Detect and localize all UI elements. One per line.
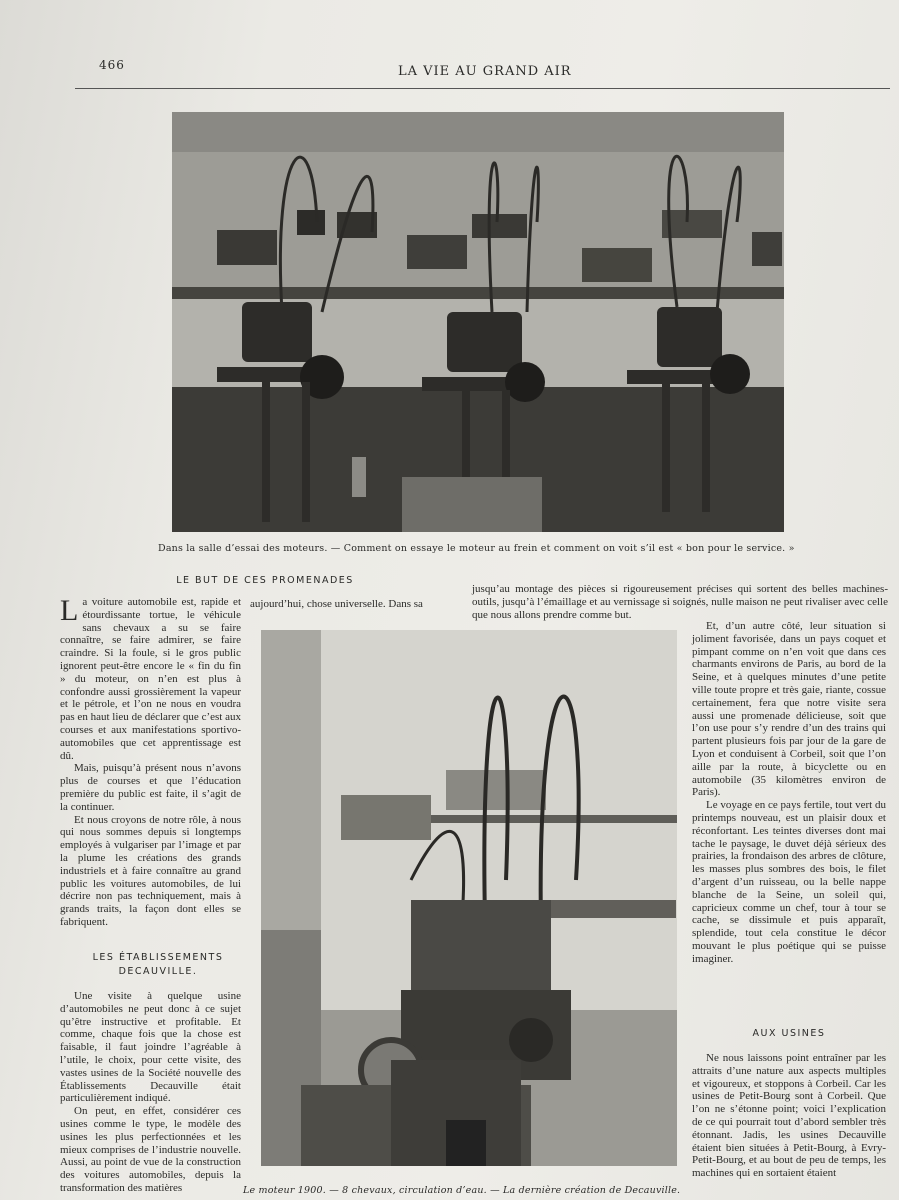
section-heading: LES ÉTABLISSEMENTS DECAUVILLE. <box>92 952 224 977</box>
paragraph: Ne nous laissons point entraîner par les attraits d’une nature aux aspects multiples et vigoureux, et stoppons à Corbeil. Car les usines de Petit-Bourg sont à Corbeil. Que l’on ne s’étonne point; voici l’explication de ce qui pourrait tout d’abord sembler très étonnant. Jadis, les usines Decauville étaient bien situées à Petit-Bourg, à Evry-Petit-Bourg, et au bout de peu de temps, les machines qui en sortaient étaient <box>692 1052 886 1180</box>
section-heading: LE BUT DE CES PROMENADES <box>176 575 354 586</box>
paragraph: a voiture automobile est, rapide et étourdissante tortue, le véhicule sans chevaux a su se faire connaître, se faire admirer, se faire craindre. Si la foule, si le gros public ignorent peut-être encore le « fin du fin » du moteur, on n’en est plus à confondre aussi grossièrement la vapeur et le pétrole, et l’on ne nous en voudra pas en haut lieu de déclarer que c’est aux courses et aux manifestations sportivo-automobiles que cet apprentissage est dû. <box>60 596 241 762</box>
drop-cap: L <box>60 594 79 627</box>
article-column-1 <box>60 596 241 929</box>
page-number: 466 <box>99 58 125 72</box>
engine-1900-photo <box>261 630 677 1166</box>
paragraph: Et, d’un autre côté, leur situation si joliment favorisée, dans un pays coquet et pimpant comme on n’en voit que dans ces charmants environs de Paris, au bord de la Seine, et à quelques minutes d’une petite ville toute propre et très gaie, riante, cossue certainement, fera que notre visite sera aussi une promenade délicieuse, soit que l’on use pour s’y rendre d’un des trains qui partent plusieurs fois par jour de la gare de Lyon et conduisent à Corbeil, soit que l’on aille par la route, à bicyclette ou en automobile (35 kilomètres environ de Paris). <box>692 620 886 799</box>
article-column-1-continued <box>60 990 241 1195</box>
paragraph: jusqu’au montage des pièces si rigoureusement précises qui sortent des belles machines-outils, jusqu’à l’émaillage et au vernissage si soignés, nulle maison ne peut rivaliser avec celle que nous allons prendre comme but. <box>472 583 888 621</box>
figure-caption: Le moteur 1900. — 8 chevaux, circulation d’eau. — La dernière création de Decauville. <box>243 1185 681 1196</box>
paragraph: Une visite à quelque usine d’automobiles ne peut donc à ce sujet qu’être instructive et profitable. Et comme, chaque fois que la chose est faisable, il faut joindre l’agréable à l’utile, le choix, pour cette visite, des vastes usines de la Société nouvelle des Établissements Decauville était particulièrement indiqué. <box>60 990 241 1105</box>
article-column-2 <box>250 598 472 611</box>
article-column-3-top <box>472 583 888 621</box>
paragraph: Le voyage en ce pays fertile, tout vert du printemps nouveau, est un plaisir doux et réconfortant. Les teintes diverses dont mai tache le paysage, le duvet déjà sérieux des prairies, la frondaison des arbres de clôture, les masses plus sombres des bois, le filet d’argent d’un ruisseau, ou la belle nappe blanche de la Seine, un soleil qui, capricieux comme un chef, tour à tour se cache, se dissimule et puis apparaît, splendide, tout cela constitue le décor mouvant le plus poétique qui se puisse imaginer. <box>692 799 886 965</box>
running-title: LA VIE AU GRAND AIR <box>398 64 572 79</box>
paragraph: Mais, puisqu’à présent nous n’avons plus de courses et que l’éducation première du public est faite, il s’agit de la continuer. <box>60 762 241 813</box>
article-column-3-continued <box>692 1052 886 1180</box>
paragraph: Et nous croyons de notre rôle, à nous qui nous sommes depuis si longtemps employés à vulgariser par l’image et par la plume les créations des grands industriels et à faire connaître au grand public les voitures automobiles, de lui décrire non pas techniquement, mais à grands traits, la façon dont elles se fabriquent. <box>60 813 241 928</box>
paragraph: aujourd’hui, chose universelle. Dans sa <box>250 598 423 610</box>
section-heading: AUX USINES <box>752 1028 826 1039</box>
article-column-3 <box>692 620 886 966</box>
paragraph: On peut, en effet, considérer ces usines comme le type, le modèle des usines les plus perfectionnées et les mieux comprises de l’industrie nouvelle. Aussi, au point de vue de la construction des voitures automobiles, depuis la transformation des matières <box>60 1105 241 1194</box>
figure-caption: Dans la salle d’essai des moteurs. — Comment on essaye le moteur au frein et comment on voit s’il est « bon pour le service. » <box>158 543 795 554</box>
header-rule <box>75 88 890 89</box>
engine-test-room-photo <box>172 112 784 532</box>
